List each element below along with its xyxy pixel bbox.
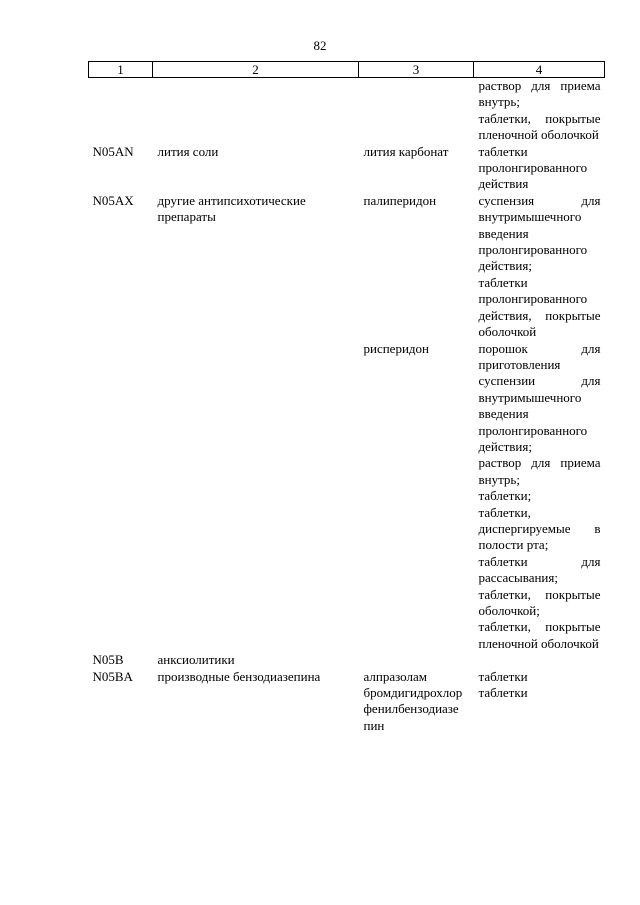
active-substance: бромдигидрохлорфенилбензодиазепин xyxy=(363,685,463,733)
dosage-form: таблетки; xyxy=(478,488,532,504)
therapeutic-group: лития соли xyxy=(157,143,219,159)
dosage-form: таблетки, покрытые оболочкой; xyxy=(478,586,601,618)
active-substance: алпразолам xyxy=(363,668,427,684)
table-row xyxy=(89,669,605,685)
active-substance xyxy=(359,652,474,668)
dosage-forms xyxy=(474,144,605,193)
atc-code: N05BA xyxy=(92,668,133,684)
table-row xyxy=(89,78,605,144)
therapeutic-group xyxy=(153,685,359,734)
table-row xyxy=(89,193,605,341)
table-header xyxy=(89,62,605,78)
table-row xyxy=(89,685,605,734)
dosage-form: суспензия для внутримышечного введения пролонгированного действия; xyxy=(478,192,601,274)
table-row xyxy=(89,341,605,653)
dosage-forms xyxy=(474,652,605,668)
atc-code: N05AN xyxy=(92,143,134,159)
dosage-forms xyxy=(474,341,605,653)
active-substance xyxy=(359,78,474,144)
column-header-2: 2 xyxy=(153,62,359,78)
atc-code: N05AX xyxy=(92,192,134,208)
dosage-form: таблетки xyxy=(478,668,528,684)
dosage-form: раствор для приема внутрь; xyxy=(478,455,601,487)
dosage-forms xyxy=(474,669,605,685)
atc-code: N05B xyxy=(92,652,124,668)
dosage-form: таблетки, покрытые пленочной оболочкой xyxy=(478,110,601,143)
therapeutic-group: анксиолитики xyxy=(157,652,235,668)
active-substance: рисперидон xyxy=(363,340,429,356)
therapeutic-group xyxy=(153,78,359,144)
dosage-form: таблетки xyxy=(478,685,528,701)
drug-table xyxy=(88,61,605,734)
active-substance: лития карбонат xyxy=(363,143,449,159)
table-row xyxy=(89,144,605,193)
page-number: 82 xyxy=(313,38,327,53)
dosage-form: таблетки пролонгированного действия, покрытые оболочкой xyxy=(478,274,601,340)
atc-code xyxy=(89,78,153,144)
dosage-form: таблетки, покрытые пленочной оболочкой xyxy=(478,619,601,651)
atc-code xyxy=(89,685,153,734)
dosage-forms xyxy=(474,685,605,734)
dosage-forms xyxy=(474,193,605,341)
therapeutic-group: другие антипсихотические препараты xyxy=(157,192,306,225)
dosage-form: раствор для приема внутрь; xyxy=(478,78,601,110)
column-header-4: 4 xyxy=(474,62,605,78)
therapeutic-group: производные бензодиазепина xyxy=(157,668,321,684)
dosage-forms xyxy=(474,78,605,144)
dosage-form: таблетки для рассасывания; xyxy=(478,553,601,586)
therapeutic-group xyxy=(153,341,359,653)
atc-code xyxy=(89,341,153,653)
dosage-form: таблетки, диспергируемые в полости рта; xyxy=(478,504,601,553)
active-substance: палиперидон xyxy=(363,192,437,208)
column-header-3: 3 xyxy=(359,62,474,78)
dosage-form: таблетки пролонгированного действия xyxy=(478,143,588,192)
column-header-1: 1 xyxy=(89,62,153,78)
table-row xyxy=(89,652,605,668)
dosage-form: порошок для приготовления суспензии для внутримышечного введения пролонгированного действия; xyxy=(478,340,601,454)
